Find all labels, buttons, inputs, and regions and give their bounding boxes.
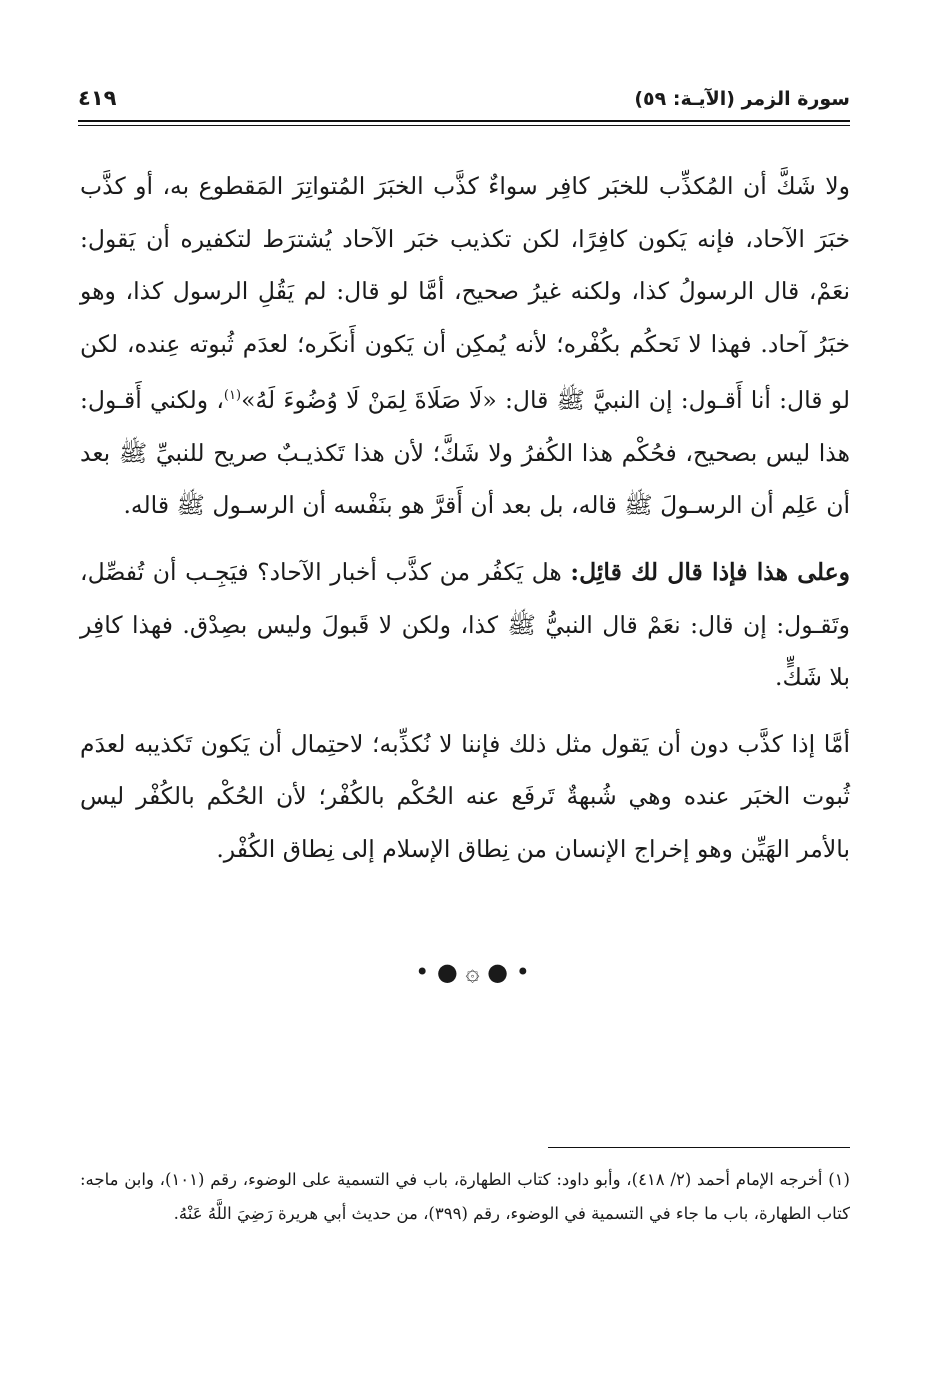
footnote-1: (١) أخرجه الإمام أحمد (٢/ ٤١٨)، وأبو داود: كتاب الطهارة، باب في التسمية على الوضوء، رقم (١٠١)، وابن ماجه: كتاب الطهارة، باب ما جاء في التسمية في الوضوء، رقم (٣٩٩)، من حديث أبي هريرة رَضِيَ اللَّهُ عَنْهُ.	[80, 1170, 850, 1223]
page-header	[78, 80, 850, 122]
surah-title: سورة الزمر (الآيـة: ٥٩)	[634, 88, 850, 110]
paragraph-3	[80, 718, 850, 876]
footnote-separator	[548, 1147, 850, 1148]
header-rule-thin	[78, 125, 850, 126]
paragraph-1	[80, 160, 850, 532]
main-text	[80, 160, 850, 876]
footnotes	[80, 1163, 850, 1231]
footnote-marker[interactable]: (١)	[223, 388, 242, 404]
header-rule	[78, 120, 850, 122]
paragraph-2-text: هل يَكفُر من كذَّب أخبار الآحاد؟ فيَجِـب أن تُفصِّل، وتَقـول: إن قال: نعَمْ قال النبيُّ ﷺ كذا، ولكن لا قَبولَ وليس بصِدْق. فهذا كافِر بلا شَكٍّ.	[80, 557, 850, 692]
page-number: ٤١٩	[78, 86, 117, 110]
paragraph-2	[80, 546, 850, 704]
paragraph-3-text: أمَّا إذا كذَّب دون أن يَقول مثل ذلك فإننا لا نُكذِّبه؛ لاحتِمال أن يَكون تَكذيبه لعدَم ثُبوت الخبَر عنده وهي شُبهةٌ تَرفَع عنه الحُكْم بالكُفْر؛ لأن الحُكْم بالكُفْر ليس بالأمر الهَيِّن وهو إخراج الإنسان من نِطاق الإسلام إلى نِطاق الكُفْر.	[80, 729, 850, 863]
paragraph-2-lead: وعلى هذا فإذا قال لك قائِل:	[570, 557, 850, 586]
paragraph-1-text-after: ، ولكني أَقـول: هذا ليس بصحيح، فحُكْم هذا الكُفرُ ولا شَكَّ؛ لأن هذا تَكذيـبٌ صريح للنبيِّ ﷺ بعد أن عَلِم أن الرسـولَ ﷺ قاله، بل بعد أن أَقرَّ هو بنَفْسه أن الرسـول ﷺ قاله.	[80, 386, 850, 520]
paragraph-1-text: ولا شَكَّ أن المُكذِّب للخبَر كافِر سواءٌ كذَّب الخبَرَ المُتواتِرَ المَقطوع به، أو كذَّب خبَرَ الآحاد، فإنه يَكون كافِرًا، لكن تكذيب خبَر الآحاد يُشترَط لتكفيره أن يَقول: نعَمْ، قال الرسولُ كذا، ولكنه غيرُ صحيح، أمَّا لو قال: لم يَقُلِ الرسول كذا، وهو خبَرُ آحاد. فهذا لا نَحكُم بكُفْره؛ لأنه يُمكِن أن يَكون أَنكَره؛ لعدَم ثُبوته عِنده، لكن لو قال: أنا أَقـول: إن النبيَّ ﷺ قال: «لَا صَلَاةَ لِمَنْ لَا وُضُوءَ لَهُ»	[80, 172, 851, 415]
section-divider-ornament: • ● ۞ ● •	[415, 958, 530, 986]
